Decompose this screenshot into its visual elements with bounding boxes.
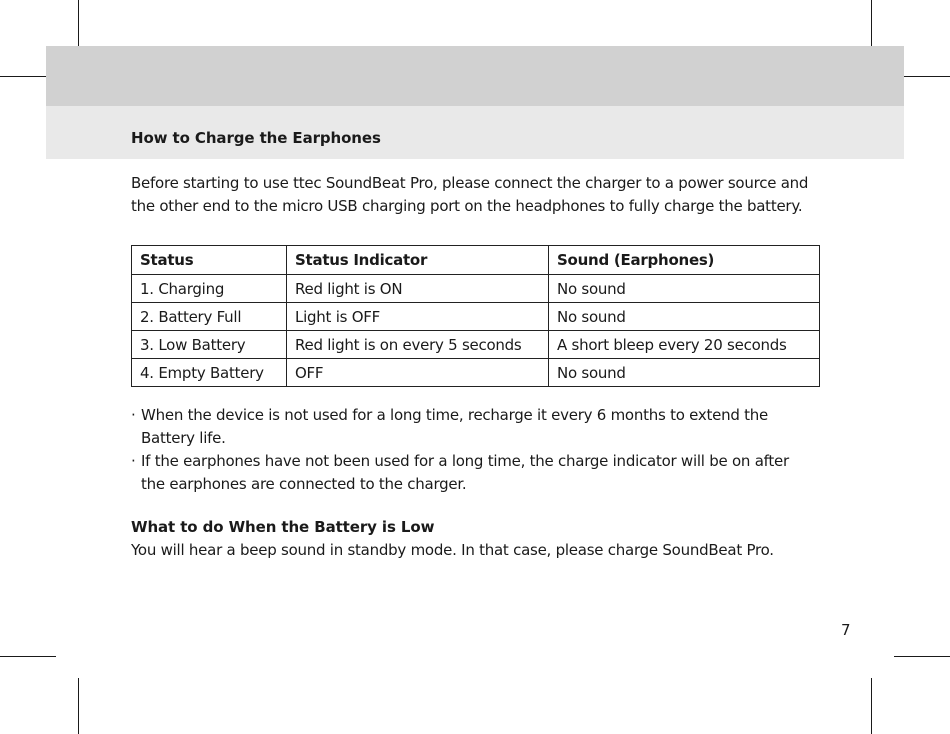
header-status-indicator: Status Indicator xyxy=(287,246,549,275)
bullet-dot: · xyxy=(131,406,136,424)
intro-paragraph xyxy=(131,172,808,218)
bullet-dot: · xyxy=(131,452,136,470)
table-cell: OFF xyxy=(287,359,549,387)
section-title: How to Charge the Earphones xyxy=(131,129,381,147)
table-header-row xyxy=(132,246,820,275)
intro-line-2: the other end to the micro USB charging port on the headphones to fully charge the battery. xyxy=(131,197,803,215)
crop-mark-bottom-left-horizontal xyxy=(0,656,56,657)
table-cell: 3. Low Battery xyxy=(132,331,287,359)
note-line: When the device is not used for a long time, recharge it every 6 months to extend the xyxy=(141,406,769,424)
table-cell: No sound xyxy=(549,275,820,303)
header-band-dark xyxy=(46,46,904,106)
table-row xyxy=(132,331,820,359)
table-cell: No sound xyxy=(549,359,820,387)
list-item xyxy=(131,404,789,450)
low-battery-title: What to do When the Battery is Low xyxy=(131,518,435,536)
table-row xyxy=(132,359,820,387)
page-number: 7 xyxy=(841,621,851,639)
header-sound: Sound (Earphones) xyxy=(549,246,820,275)
table-cell: Red light is on every 5 seconds xyxy=(287,331,549,359)
note-line: Battery life. xyxy=(141,429,226,447)
notes-list xyxy=(131,404,789,496)
table-cell: No sound xyxy=(549,303,820,331)
note-line: the earphones are connected to the charger. xyxy=(141,475,467,493)
crop-mark-bottom-right-horizontal xyxy=(894,656,950,657)
table-cell: Red light is ON xyxy=(287,275,549,303)
list-item xyxy=(131,450,789,496)
header-status: Status xyxy=(132,246,287,275)
table-row xyxy=(132,303,820,331)
crop-mark-bottom-left-vertical xyxy=(78,678,79,734)
table-cell: 2. Battery Full xyxy=(132,303,287,331)
low-battery-text: You will hear a beep sound in standby mode. In that case, please charge SoundBeat Pro. xyxy=(131,541,774,559)
crop-mark-bottom-right-vertical xyxy=(871,678,872,734)
table-cell: Light is OFF xyxy=(287,303,549,331)
table-row xyxy=(132,275,820,303)
note-line: If the earphones have not been used for a long time, the charge indicator will be on after xyxy=(141,452,789,470)
table-cell: A short bleep every 20 seconds xyxy=(549,331,820,359)
status-table xyxy=(131,245,820,387)
intro-line-1: Before starting to use ttec SoundBeat Pro, please connect the charger to a power source and xyxy=(131,174,809,192)
table-cell: 1. Charging xyxy=(132,275,287,303)
table-cell: 4. Empty Battery xyxy=(132,359,287,387)
